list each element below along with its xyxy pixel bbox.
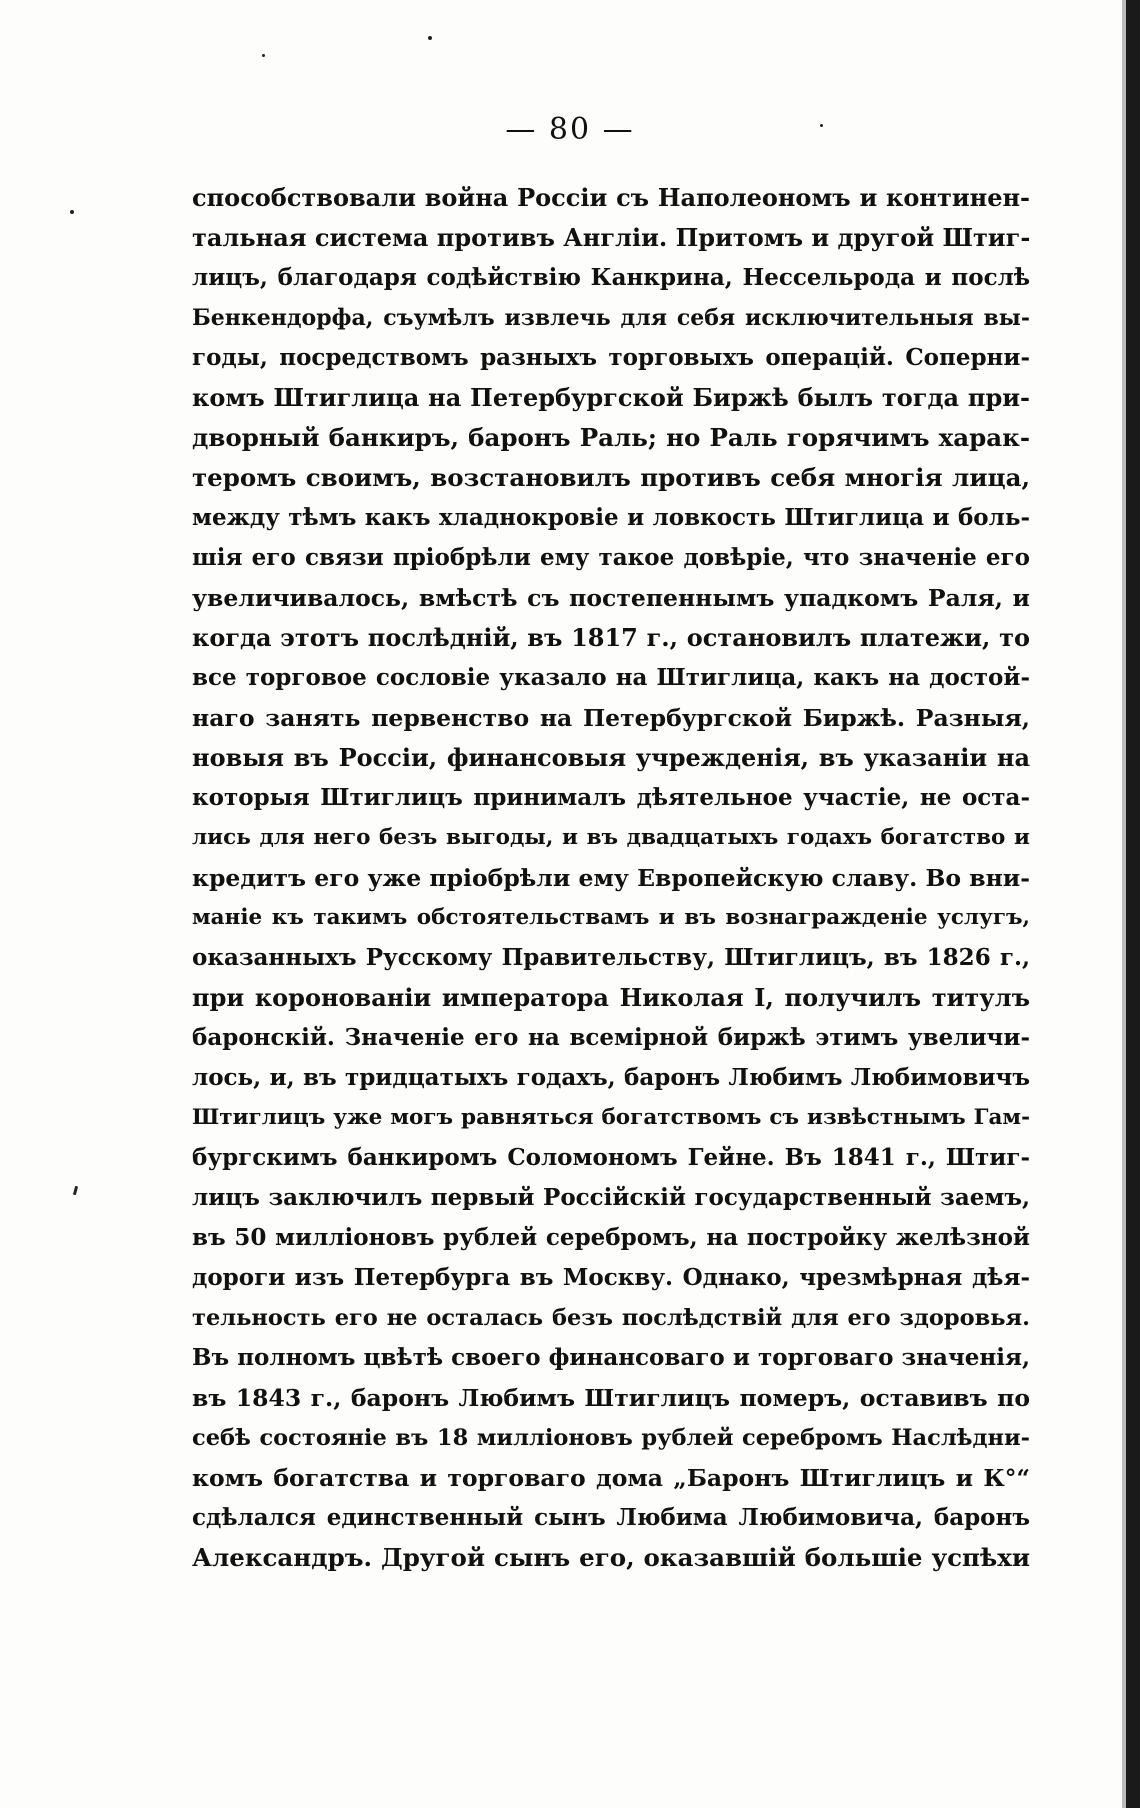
text-line: которыя Штиглицъ принималъ дѣятельное участіе, не оста- <box>192 784 1030 811</box>
text-line: Штиглицъ уже могъ равняться богатствомъ съ извѣстнымъ Гам- <box>192 1105 1030 1130</box>
text-line: себѣ состояніе въ 18 милліоновъ рублей серебромъ Наслѣдни- <box>192 1425 1030 1451</box>
text-line: когда этотъ послѣдній, въ 1817 г., остановилъ платежи, то <box>192 623 1030 652</box>
text-line: въ 1843 г., баронъ Любимъ Штиглицъ померъ, оставивъ по <box>192 1384 1030 1412</box>
scan-speck <box>428 36 432 40</box>
text-line: тальная система противъ Англіи. Притомъ и другой Штиг- <box>192 223 1030 252</box>
text-line: Въ полномъ цвѣтѣ своего финансоваго и торговаго значенія, <box>192 1344 1030 1371</box>
text-line: новыя въ Россіи, финансовыя учрежденія, въ указаніи на <box>192 743 1030 772</box>
text-line: маніе къ такимъ обстоятельствамъ и въ вознагражденіе услугъ, <box>192 905 1030 930</box>
text-line: между тѣмъ какъ хладнокровіе и ловкость Штиглица и боль- <box>192 504 1030 531</box>
scan-border <box>1126 0 1140 1808</box>
text-line: лись для него безъ выгоды, и въ двадцатыхъ годахъ богатство и <box>192 825 1030 850</box>
text-line: теромъ своимъ, возстановилъ противъ себя многія лица, <box>192 463 1030 492</box>
text-line: въ 50 милліоновъ рублей серебромъ, на постройку желѣзной <box>192 1224 1030 1251</box>
text-line: наго занять первенство на Петербургской Биржѣ. Разныя, <box>192 704 1030 732</box>
scan-speck <box>70 210 74 214</box>
text-line: сдѣлался единственный сынъ Любима Любимовича, баронъ <box>192 1504 1030 1531</box>
scan-speck <box>262 54 265 57</box>
text-line: кредитъ его уже пріобрѣли ему Европейскую славу. Во вни- <box>192 864 1030 892</box>
text-line: бургскимъ банкиромъ Соломономъ Гейне. Въ 1841 г., Штиг- <box>192 1144 1030 1171</box>
body-text <box>192 178 1030 1578</box>
text-line: увеличивалось, вмѣстѣ съ постепеннымъ упадкомъ Раля, и <box>192 584 1030 612</box>
text-line: дороги изъ Петербурга въ Москву. Однако, чрезмѣрная дѣя- <box>192 1264 1030 1291</box>
text-line: оказанныхъ Русскому Правительству, Штиглицъ, въ 1826 г., <box>192 944 1030 971</box>
text-line: лицъ заключилъ первый Россійскій государственный заемъ, <box>192 1184 1030 1211</box>
text-line: комъ богатства и торговаго дома „Баронъ Штиглицъ и К°“ <box>192 1464 1030 1492</box>
text-line: лицъ, благодаря содѣйствію Канкрина, Нессельрода и послѣ <box>192 264 1030 291</box>
text-line: способствовали война Россіи съ Наполеономъ и континен- <box>192 183 1030 212</box>
text-line: дворный банкиръ, баронъ Раль; но Раль горячимъ харак- <box>192 423 1030 452</box>
text-line: Александръ. Другой сынъ его, оказавшій большіе успѣхи <box>192 1543 1030 1572</box>
text-line: все торговое сословіе указало на Штиглица, какъ на достой- <box>192 664 1030 691</box>
text-line: баронскій. Значеніе его на всемірной биржѣ этимъ увеличи- <box>192 1024 1030 1051</box>
page-number: — 80 — <box>505 112 635 147</box>
scan-speck <box>73 1186 78 1195</box>
text-line: при коронованіи императора Николая I, получилъ титулъ <box>192 983 1030 1012</box>
text-line: комъ Штиглица на Петербургской Биржѣ былъ тогда при- <box>192 383 1030 412</box>
text-line: годы, посредствомъ разныхъ торговыхъ операцій. Соперни- <box>192 344 1030 371</box>
text-line: шія его связи пріобрѣли ему такое довѣріе, что значеніе его <box>192 544 1030 571</box>
text-line: Бенкендорфа, съумѣлъ извлечь для себя исключительныя вы- <box>192 305 1030 331</box>
text-line: лось, и, въ тридцатыхъ годахъ, баронъ Любимъ Любимовичъ <box>192 1064 1030 1091</box>
text-line: тельность его не осталась безъ послѣдствій для его здоровья. <box>192 1305 1030 1331</box>
